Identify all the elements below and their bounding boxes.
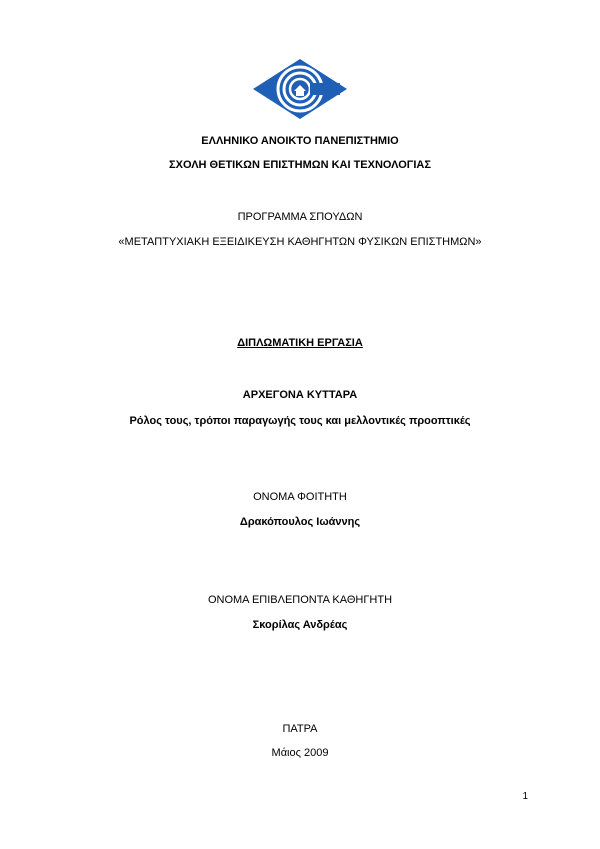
university-logo-icon	[252, 58, 348, 120]
page-number: 1	[522, 791, 528, 802]
city: ΠΑΤΡΑ	[282, 723, 318, 735]
student-name: Δρακόπουλος Ιωάννης	[239, 516, 361, 528]
supervisor-name: Σκορίλας Ανδρέας	[252, 619, 348, 631]
supervisor-label: ΟΝΟΜΑ ΕΠΙΒΛΕΠΟΝΤΑ ΚΑΘΗΓΗΤΗ	[207, 594, 393, 606]
university-name: ΕΛΛΗΝΙΚΟ ΑΝΟΙΚΤΟ ΠΑΝΕΠΙΣΤΗΜΙΟ	[201, 135, 399, 147]
student-label: ΟΝΟΜΑ ΦΟΙΤΗΤΗ	[253, 491, 347, 503]
school-name: ΣΧΟΛΗ ΘΕΤΙΚΩΝ ΕΠΙΣΤΗΜΩΝ ΚΑΙ ΤΕΧΝΟΛΟΓΙΑΣ	[169, 159, 431, 171]
document-type: ΔΙΠΛΩΜΑΤΙΚΗ ΕΡΓΑΣΙΑ	[237, 337, 363, 349]
date: Μάιος 2009	[271, 747, 329, 759]
program-name: «ΜΕΤΑΠΤΥΧΙΑΚΗ ΕΞΕΙΔΙΚΕΥΣΗ ΚΑΘΗΓΗΤΩΝ ΦΥΣΙΚΩΝ ΕΠΙΣΤΗΜΩΝ»	[118, 236, 482, 248]
thesis-title: ΑΡΧΕΓΟΝΑ ΚΥΤΤΑΡΑ	[242, 389, 358, 401]
thesis-subtitle: Ρόλος τους, τρόποι παραγωγής τους και μελλοντικές προοπτικές	[129, 415, 471, 427]
program-label: ΠΡΟΓΡΑΜΜΑ ΣΠΟΥΔΩΝ	[237, 211, 363, 223]
